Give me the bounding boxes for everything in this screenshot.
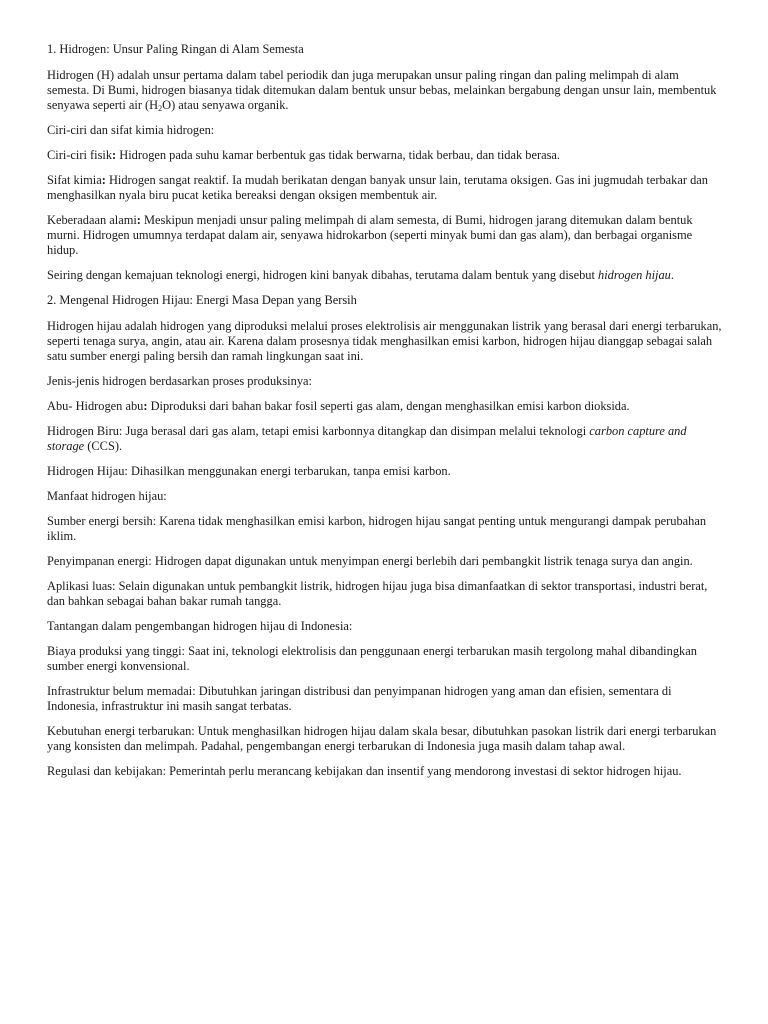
challenge-item: Biaya produksi yang tinggi: Saat ini, teknologi elektrolisis dan penggunaan energi terbarukan masih tergolong mahal dibandingkan sumber energi konvensional. (47, 644, 697, 673)
property-term: Keberadaan alami (47, 213, 137, 227)
challenge-item: Infrastruktur belum memadai: Dibutuhkan jaringan distribusi dan penyimpanan hidrogen yang aman dan efisien, sementara di Indonesia, infrastruktur ini masih sangat terbatas. (47, 684, 672, 713)
benefits-title: Manfaat hidrogen hijau: (47, 489, 167, 503)
benefit-item: Sumber energi bersih: Karena tidak menghasilkan emisi karbon, hidrogen hijau sangat penting untuk mengurangi dampak perubahan iklim. (47, 514, 707, 543)
intro-text-b: O) atau senyawa organik. (162, 98, 289, 112)
challenge-item: Regulasi dan kebijakan: Pemerintah perlu merancang kebijakan dan insentif yang mendorong investasi di sektor hidrogen hijau. (47, 764, 682, 778)
type-blue-text-a: Hidrogen Biru: Juga berasal dari gas alam, tetapi emisi karbonnya ditangkap dan disimpan melalui teknologi (47, 424, 590, 438)
challenge-item: Kebutuhan energi terbarukan: Untuk menghasilkan hidrogen hijau dalam skala besar, dibutuhkan pasokan listrik dari energi terbarukan yang konsisten dan melimpah. Padahal, pengembangan energi terbarukan di Indonesia juga masih dalam tahap awal. (47, 724, 717, 753)
section-2-intro: Hidrogen hijau adalah hidrogen yang diproduksi melalui proses elektrolisis air menggunakan listrik yang berasal dari energi terbarukan, seperti tenaga surya, angin, atau air. Karena dalam prosesnya tidak menghasilkan emisi karbon, hidrogen hijau dianggap sebagai salah satu sumber energi paling bersih dan ramah lingkungan saat ini. (47, 319, 722, 363)
section-1-heading: 1. Hidrogen: Unsur Paling Ringan di Alam Semesta (47, 42, 304, 56)
property-term: Ciri-ciri fisik (47, 148, 113, 162)
type-gray-term: Abu- Hidrogen abu (47, 399, 144, 413)
benefit-item: Penyimpanan energi: Hidrogen dapat digunakan untuk menyimpan energi berlebih dari pembangkit listrik tenaga surya dan angin. (47, 554, 693, 568)
property-text: Meskipun menjadi unsur paling melimpah di alam semesta, di Bumi, hidrogen jarang ditemukan dalam bentuk murni. Hidrogen umumnya terdapat dalam air, senyawa hidrokarbon (seperti minyak bumi dan gas alam), dan berbagai organisme hidup. (47, 213, 693, 257)
closing-text-b: . (670, 268, 674, 282)
document-page (47, 42, 722, 789)
challenges-title: Tantangan dalam pengembangan hidrogen hijau di Indonesia: (47, 619, 353, 633)
section-2-heading: 2. Mengenal Hidrogen Hijau: Energi Masa Depan yang Bersih (47, 293, 357, 307)
benefit-item: Aplikasi luas: Selain digunakan untuk pembangkit listrik, hidrogen hijau juga bisa dimanfaatkan di sektor transportasi, industri berat, dan bahkan sebagai bahan bakar rumah tangga. (47, 579, 708, 608)
type-gray-text: Diproduksi dari bahan bakar fosil seperti gas alam, dengan menghasilkan emisi karbon dioksida. (147, 399, 630, 413)
section-1-intro (47, 68, 722, 113)
type-gray: Abu- Hidrogen abu: Diproduksi dari bahan bakar fosil seperti gas alam, dengan menghasilkan emisi karbon dioksida. (47, 399, 630, 413)
type-blue-text-b: (CCS). (84, 439, 123, 453)
intro-subscript: 2 (158, 104, 163, 113)
type-blue (47, 424, 722, 454)
property-text: Hidrogen sangat reaktif. Ia mudah berikatan dengan banyak unsur lain, terutama oksigen. Gas ini jugmudah terbakar dan menghasilkan nyala biru pucat ketika bereaksi dengan oksigen membentuk air. (47, 173, 708, 202)
types-title: Jenis-jenis hidrogen berdasarkan proses produksinya: (47, 374, 312, 388)
property-term: Sifat kimia (47, 173, 102, 187)
closing-emphasis: hidrogen hijau (598, 268, 671, 282)
closing-text-a: Seiring dengan kemajuan teknologi energi, hidrogen kini banyak dibahas, terutama dalam bentuk yang disebut (47, 268, 599, 282)
properties-title: Ciri-ciri dan sifat kimia hidrogen: (47, 123, 215, 137)
property-chemical: Sifat kimia: Hidrogen sangat reaktif. Ia mudah berikatan dengan banyak unsur lain, terutama oksigen. Gas ini jugmudah terbakar dan menghasilkan nyala biru pucat ketika bereaksi dengan oksigen membentuk air. (47, 173, 708, 202)
type-green: Hidrogen Hijau: Dihasilkan menggunakan energi terbarukan, tanpa emisi karbon. (47, 464, 451, 478)
intro-text-a: Hidrogen (H) adalah unsur pertama dalam tabel periodik dan juga merupakan unsur paling ringan dan paling melimpah di alam semesta. Di Bumi, hidrogen biasanya tidak ditemukan dalam bentuk unsur bebas, melainkan bergabung dengan unsur lain, membentuk senyawa seperti air (H (47, 68, 717, 112)
property-physical: Ciri-ciri fisik: Hidrogen pada suhu kamar berbentuk gas tidak berwarna, tidak berbau, dan tidak berasa. (47, 148, 561, 162)
type-blue-emphasis: carbon capture and storage (47, 424, 687, 453)
property-text: Hidrogen pada suhu kamar berbentuk gas tidak berwarna, tidak berbau, dan tidak berasa. (116, 148, 561, 162)
section-1-closing (47, 268, 722, 283)
property-occurrence: Keberadaan alami: Meskipun menjadi unsur paling melimpah di alam semesta, di Bumi, hidrogen jarang ditemukan dalam bentuk murni. Hidrogen umumnya terdapat dalam air, senyawa hidrokarbon (seperti minyak bumi dan gas alam), dan berbagai organisme hidup. (47, 213, 693, 257)
